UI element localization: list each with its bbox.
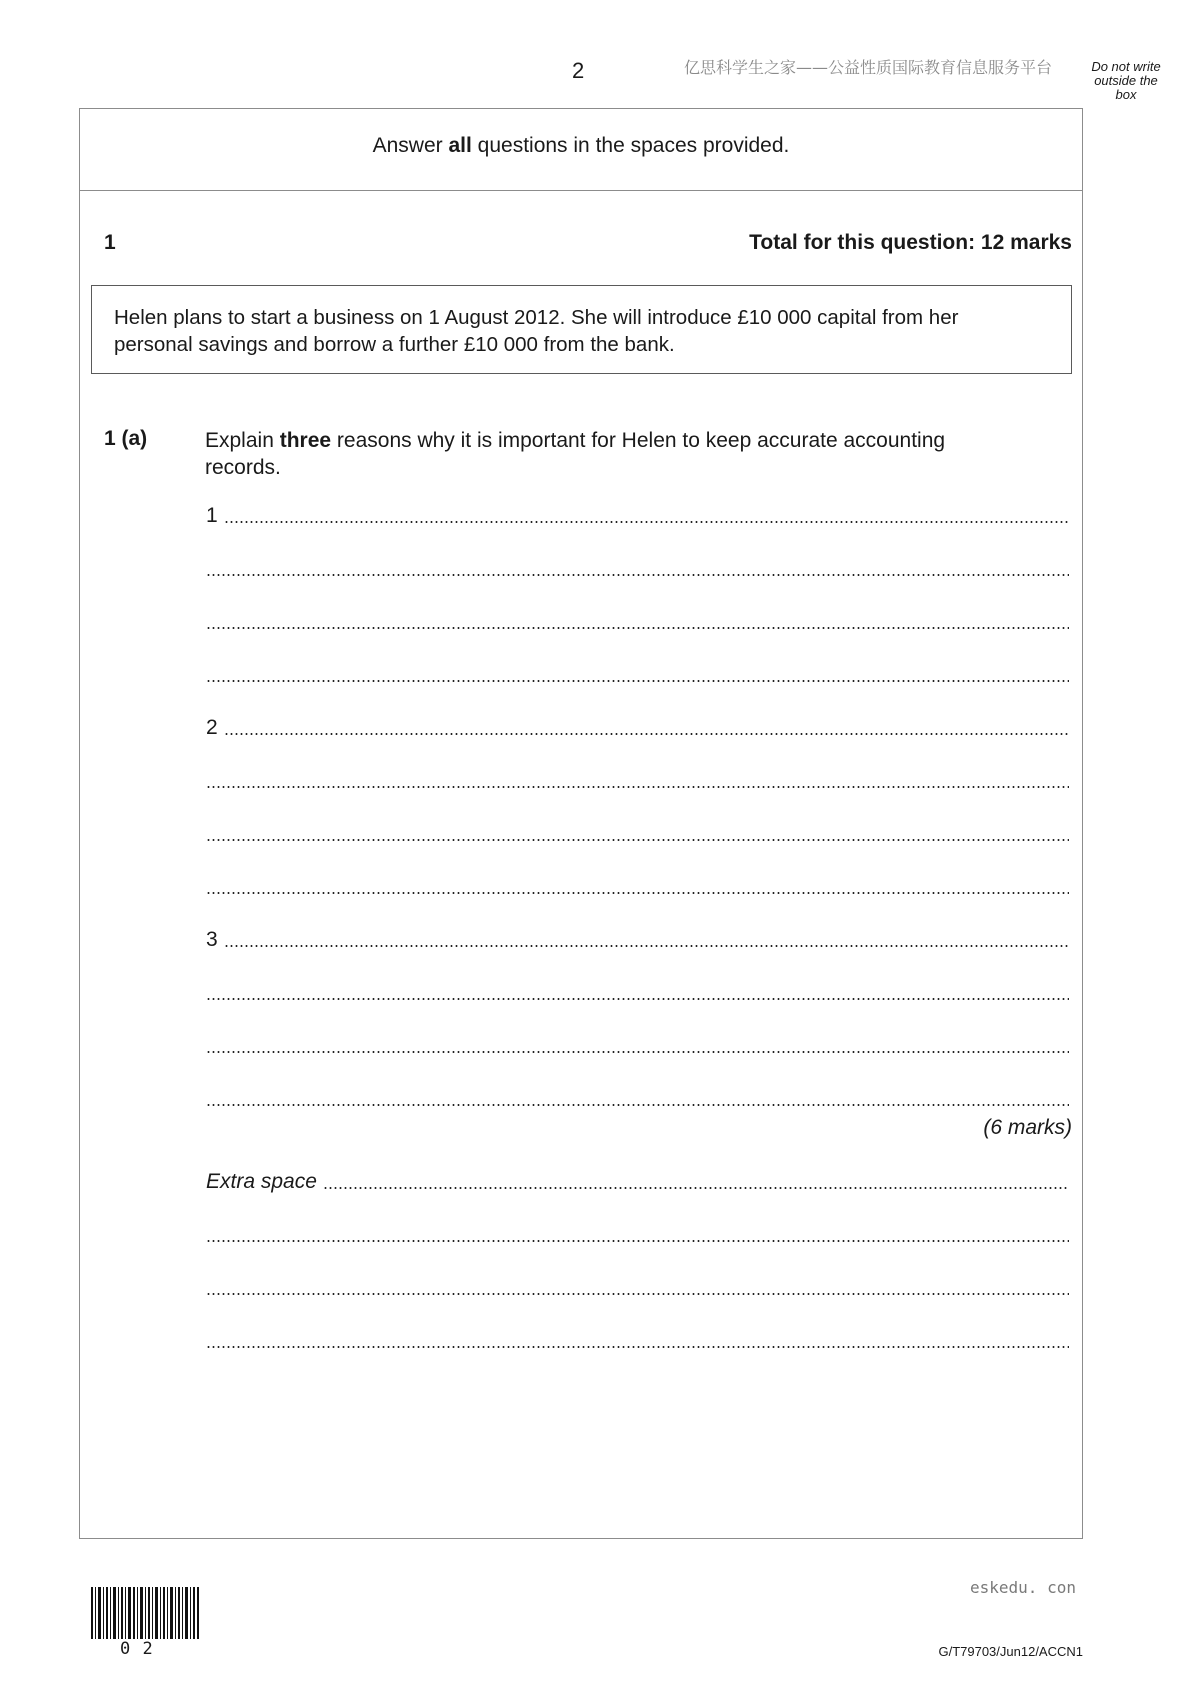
site-mark: eskedu. con — [970, 1578, 1076, 1597]
dotted-rule — [224, 521, 1069, 523]
answer-line[interactable] — [206, 770, 1069, 792]
answer-number: 2 — [206, 716, 218, 739]
prompt-post: reasons why it is important for Helen to keep accurate accounting — [331, 429, 946, 452]
dotted-rule — [224, 733, 1069, 735]
prompt-bold: three — [279, 429, 332, 452]
dotted-rule — [206, 892, 1069, 894]
document-reference: G/T79703/Jun12/ACCN1 — [938, 1644, 1083, 1659]
answer-line[interactable] — [206, 611, 1069, 633]
answer-line[interactable] — [206, 823, 1069, 845]
answer-number: 1 — [206, 504, 218, 527]
dotted-rule — [206, 1051, 1069, 1053]
dotted-rule — [206, 839, 1069, 841]
scenario-line: personal savings and borrow a further £10 000 from the bank. — [114, 333, 675, 356]
marks-allocation: (6 marks) — [983, 1116, 1072, 1139]
dotted-rule — [206, 786, 1069, 788]
instructions-pre: Answer — [372, 134, 449, 157]
scenario-box — [91, 285, 1072, 374]
margin-note-line: box — [1115, 87, 1137, 102]
answer-line[interactable] — [206, 1088, 1069, 1110]
margin-note-line: Do not write — [1091, 59, 1161, 74]
question-total-marks: Total for this question: 12 marks — [749, 231, 1072, 254]
extra-space-line[interactable] — [206, 1330, 1069, 1352]
answer-line[interactable] — [206, 1035, 1069, 1057]
extra-space-label: Extra space — [206, 1170, 317, 1193]
watermark-text: 亿思科学生之家——公益性质国际教育信息服务平台 — [684, 58, 1053, 77]
answer-line[interactable] — [206, 982, 1069, 1004]
scenario-line: Helen plans to start a business on 1 August 2012. She will introduce £10 000 capital from her — [114, 306, 959, 329]
answer-line-1[interactable] — [206, 505, 1069, 527]
answer-line[interactable] — [206, 558, 1069, 580]
dotted-rule — [206, 998, 1069, 1000]
answer-number: 3 — [206, 928, 218, 951]
part-label: 1 (a) — [104, 427, 148, 450]
part-question-line — [205, 427, 945, 454]
answer-line[interactable] — [206, 876, 1069, 898]
dotted-rule — [206, 1346, 1069, 1348]
question-number: 1 — [104, 231, 116, 254]
extra-space-line[interactable] — [206, 1224, 1069, 1246]
dotted-rule — [206, 1104, 1069, 1106]
frame-divider — [79, 190, 1083, 191]
instructions-post: questions in the spaces provided. — [471, 134, 790, 157]
part-question-line: records. — [205, 456, 281, 479]
dotted-rule — [206, 1240, 1069, 1242]
margin-note — [1082, 60, 1170, 102]
dotted-rule — [206, 574, 1069, 576]
page-number: 2 — [572, 58, 585, 83]
barcode-digits: 0 2 — [120, 1639, 154, 1659]
margin-note-line: outside the — [1094, 73, 1158, 88]
instructions-bold: all — [448, 134, 472, 157]
dotted-rule — [224, 945, 1069, 947]
answer-line[interactable] — [206, 664, 1069, 686]
dotted-rule — [206, 627, 1069, 629]
extra-space-line[interactable] — [206, 1277, 1069, 1299]
dotted-rule — [206, 1293, 1069, 1295]
barcode — [91, 1587, 199, 1639]
dotted-rule — [323, 1187, 1069, 1189]
part-question — [205, 427, 945, 481]
answer-line-2[interactable] — [206, 717, 1069, 739]
instructions — [79, 134, 1083, 158]
answer-line-3[interactable] — [206, 929, 1069, 951]
prompt-pre: Explain — [205, 429, 280, 452]
dotted-rule — [206, 680, 1069, 682]
extra-space-line[interactable] — [206, 1171, 1069, 1193]
